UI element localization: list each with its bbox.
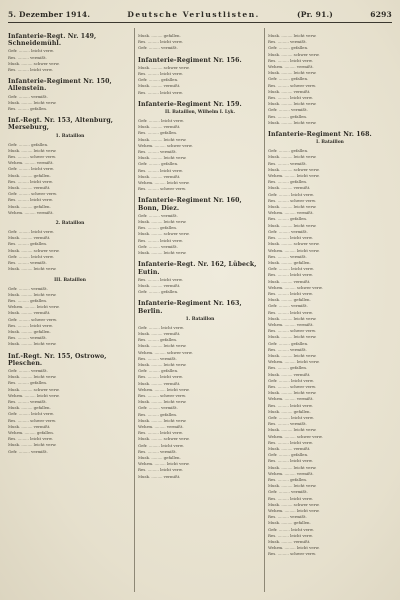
- casualty-entry: Musk. ......... vermißt.: [268, 446, 311, 451]
- regiment-section: [138, 197, 262, 256]
- casualty-entry: Res. ......... leicht verw.: [268, 235, 313, 241]
- casualty-entry: Res. ......... gefallen.: [268, 365, 308, 371]
- casualty-entry: Gefr. ......... gefallen.: [268, 45, 309, 51]
- casualty-entry: Res. ......... leicht verw.: [138, 237, 183, 243]
- casualty-entry: Musk. ......... leicht verw.: [138, 343, 187, 349]
- casualty-entry: Res. ......... leicht verw.: [268, 402, 313, 408]
- regiment-section: [8, 278, 132, 348]
- casualty-entry: Gefr. ......... vermißt.: [8, 285, 48, 291]
- casualty-entry: Musk. ......... schwer verw.: [268, 241, 320, 247]
- casualty-entry: Gefr. ......... leicht verw.: [8, 229, 54, 235]
- battalion-heading: 1. Bataillon: [55, 133, 85, 139]
- battalion-heading: 1. Bataillon: [185, 316, 215, 322]
- casualty-entry: Musk. ......... schwer verw.: [268, 51, 320, 57]
- casualty-entry: Gefr. ......... leicht verw.: [138, 324, 184, 330]
- casualty-entry: Res. ......... vermißt.: [138, 355, 177, 361]
- casualty-entry: Musk. ......... schwer verw.: [268, 166, 320, 172]
- battalion-heading: III. Bataillon: [54, 277, 86, 283]
- casualty-entry: Musk. ......... leicht verw.: [268, 154, 317, 160]
- casualty-entry: Gefr. ......... leicht verw.: [8, 411, 54, 417]
- casualty-entry: Wehrm. ......... leicht verw.: [8, 304, 60, 310]
- casualty-entry: Gefr. ......... leicht verw.: [138, 442, 184, 448]
- casualty-entry: Musk. ......... vermißt.: [8, 310, 51, 316]
- header-rule: [8, 22, 392, 23]
- regiment-section: [268, 131, 392, 558]
- casualty-entry: Res. ......... vermißt.: [8, 335, 47, 341]
- casualty-entry: Res. ......... schwer verw.: [268, 551, 316, 557]
- casualty-entry: Gefr. ......... leicht verw.: [268, 414, 314, 420]
- casualty-entry: Musk. ......... leicht verw.: [8, 99, 57, 105]
- casualty-entry: Musk. ......... leicht verw.: [8, 147, 57, 153]
- casualty-entry: Res. ......... gefallen.: [8, 380, 48, 386]
- casualty-entry: Musk. ......... leicht verw.: [268, 334, 317, 340]
- casualty-entry: Res. ......... vermißt.: [268, 421, 307, 427]
- casualty-entry: Musk. ......... schwer verw.: [8, 247, 60, 253]
- casualty-entry: Res. ......... schwer verw.: [268, 383, 316, 389]
- casualty-entry: Musk. ......... vermißt.: [8, 423, 51, 429]
- regiment-title: Infanterie-Regt. Nr. 162, Lübeck, Eutin.: [138, 261, 257, 276]
- casualty-entry: Res. ......... vermißt.: [8, 260, 47, 266]
- casualty-entry: Musk. ......... vermißt.: [138, 330, 181, 336]
- casualty-entry: Res. ......... schwer verw.: [268, 82, 316, 88]
- casualty-entry: Musk. ......... leicht verw.: [268, 315, 317, 321]
- casualty-entry: Musk. ......... gefallen.: [268, 259, 311, 265]
- casualty-entry: Musk. ......... leicht verw.: [138, 417, 187, 423]
- regiment-section: [268, 33, 392, 126]
- casualty-entry: Musk. ......... leicht verw.: [268, 464, 317, 470]
- casualty-entry: Musk. ......... vermißt.: [138, 83, 181, 89]
- casualty-entry: Wehrm. ......... leicht verw.: [268, 247, 320, 253]
- casualty-entry: Musk. ......... leicht verw.: [268, 222, 317, 228]
- casualty-entry: Res. ......... leicht verw.: [268, 495, 313, 501]
- battalion-heading: I. Bataillon: [316, 140, 344, 146]
- casualty-entry: Musk. ......... leicht verw.: [138, 136, 187, 142]
- column-divider: [134, 28, 135, 592]
- casualty-entry: Wehrm. ......... gefallen.: [8, 429, 54, 435]
- casualty-entry: Gefr. ......... vermißt.: [138, 212, 178, 218]
- casualty-entry: Res. ......... leicht verw.: [138, 467, 183, 473]
- casualty-entry: Musk. ......... gefallen.: [268, 408, 311, 414]
- casualty-entry: Musk. ......... vermißt.: [138, 380, 181, 386]
- regiment-title: Infanterie-Regiment Nr. 150, Allenstein.: [8, 78, 112, 93]
- casualty-entry: Musk. ......... leicht verw.: [8, 374, 57, 380]
- casualty-entry: Musk. ......... leicht verw.: [268, 70, 317, 76]
- casualty-entry: Res. ......... vermißt.: [268, 253, 307, 259]
- page-header: [8, 6, 392, 22]
- casualty-entry: Res. ......... leicht verw.: [268, 532, 313, 538]
- casualty-entry: Musk. ......... leicht verw.: [138, 399, 187, 405]
- header-page-number: 6293: [370, 9, 392, 19]
- casualty-entry: Gefr. ......... leicht verw.: [8, 253, 54, 259]
- casualty-entry: Gefr. ......... vermißt.: [268, 489, 308, 495]
- casualty-entry: Gefr. ......... schwer verw.: [8, 191, 57, 197]
- casualty-entry: Res. ......... leicht verw.: [8, 178, 53, 184]
- casualty-entry: Gefr. ......... leicht verw.: [8, 166, 54, 172]
- casualty-entry: Res. ......... leicht verw.: [268, 57, 313, 63]
- casualty-entry: Gefr. ......... vermißt.: [138, 45, 178, 51]
- casualty-entry: Res. ......... leicht verw.: [138, 430, 183, 436]
- casualty-entry: Res. ......... vermißt.: [8, 54, 47, 60]
- casualty-entry: Wehrm. ......... leicht verw.: [138, 386, 190, 392]
- casualty-entry: Musk. ......... leicht verw.: [268, 119, 317, 125]
- casualty-entry: Musk. ......... gefallen.: [138, 33, 181, 38]
- casualty-entry: Musk. ......... vermißt.: [268, 371, 311, 377]
- casualty-entry: Musk. ......... schwer verw.: [138, 64, 190, 70]
- casualty-entry: Res. ......... schwer verw.: [138, 392, 186, 398]
- casualty-entry: Res. ......... gefallen.: [268, 216, 308, 222]
- casualty-entry: Gefr. ......... vermißt.: [8, 367, 48, 373]
- casualty-entry: Musk. ......... leicht verw.: [8, 442, 57, 448]
- casualty-entry: Gefr. ......... leicht verw.: [138, 118, 184, 124]
- regiment-section: [138, 57, 262, 96]
- casualty-entry: Gefr. ......... leicht verw.: [268, 191, 314, 197]
- regiment-section: [8, 221, 132, 272]
- casualty-entry: Musk. ......... leicht verw.: [268, 352, 317, 358]
- battalion-heading: 2. Bataillon: [55, 221, 85, 227]
- casualty-entry: Res. ......... vermißt.: [268, 160, 307, 166]
- regiment-section: [8, 33, 132, 73]
- casualty-entry: Wehrm. ......... vermißt.: [8, 209, 54, 215]
- regiment-title: Inf.-Regt. Nr. 153, Altenburg, Merseburg,: [8, 117, 114, 132]
- casualty-entry: Res. ......... gefallen.: [268, 113, 308, 119]
- casualty-entry: Res. ......... gefallen.: [138, 411, 178, 417]
- casualty-entry: Gefr. ......... gefallen.: [268, 76, 309, 82]
- casualty-entry: Wehrm. ......... schwer verw.: [138, 142, 193, 148]
- casualty-entry: Musk. ......... leicht verw.: [268, 427, 317, 433]
- casualty-entry: Res. ......... schwer verw.: [268, 328, 316, 334]
- regiment-section: [8, 353, 132, 455]
- casualty-entry: Res. ......... vermißt.: [268, 346, 307, 352]
- casualty-entry: Musk. ......... schwer verw.: [138, 231, 190, 237]
- casualty-entry: Musk. ......... leicht verw.: [268, 483, 317, 489]
- casualty-entry: Gefr. ......... vermißt.: [268, 228, 308, 234]
- regiment-title: Infanterie-Regiment Nr. 159.: [138, 100, 242, 108]
- casualty-entry: Gefr. ......... gefallen.: [268, 340, 309, 346]
- casualty-entry: Musk. ......... gefallen.: [268, 297, 311, 303]
- casualty-entry: Musk. ......... leicht verw.: [268, 101, 317, 107]
- casualty-entry: Musk. ......... leicht verw.: [138, 250, 187, 256]
- casualty-entry: Musk. ......... schwer verw.: [8, 386, 60, 392]
- casualty-entry: Wehrm. ......... schwer verw.: [138, 349, 193, 355]
- casualty-entry: Res. ......... schwer verw.: [8, 154, 56, 160]
- casualty-entry: Wehrm. ......... leicht verw.: [138, 180, 190, 186]
- casualty-entry: Res. ......... leicht verw.: [8, 436, 53, 442]
- casualty-entry: Res. ......... leicht verw.: [138, 89, 183, 95]
- casualty-entry: Res. ......... gefallen.: [8, 297, 48, 303]
- casualty-entry: Wehrm. ......... vermißt.: [268, 321, 314, 327]
- casualty-entry: Musk. ......... leicht verw.: [268, 390, 317, 396]
- casualty-entry: Musk. ......... leicht verw.: [268, 33, 317, 38]
- casualty-entry: Gefr. ......... gefallen.: [268, 148, 309, 154]
- casualty-entry: Musk. ......... vermißt.: [268, 278, 311, 284]
- casualty-entry: Musk. ......... vermißt.: [268, 88, 311, 94]
- casualty-entry: Res. ......... schwer verw.: [268, 197, 316, 203]
- casualty-entry: Gefr. ......... leicht verw.: [268, 266, 314, 272]
- casualty-entry: Musk. ......... gefallen.: [138, 454, 181, 460]
- casualty-entry: Musk. ......... leicht verw.: [268, 204, 317, 210]
- casualty-entry: Res. ......... leicht verw.: [138, 71, 183, 77]
- casualty-entry: Musk. ......... gefallen.: [8, 405, 51, 411]
- casualty-entry: Musk. ......... leicht verw.: [138, 361, 187, 367]
- casualty-entry: Res. ......... leicht verw.: [8, 322, 53, 328]
- casualty-entry: Wehrm. ......... leicht verw.: [268, 545, 320, 551]
- casualty-entry: Res. ......... schwer verw.: [8, 417, 56, 423]
- casualty-entry: Musk. ......... vermißt.: [268, 539, 311, 545]
- casualty-entry: Musk. ......... vermißt.: [8, 235, 51, 241]
- casualty-entry: Musk. ......... vermißt.: [138, 173, 181, 179]
- casualty-entry: Res. ......... leicht verw.: [8, 197, 53, 203]
- casualty-entry: Wehrm. ......... leicht verw.: [8, 392, 60, 398]
- casualty-entry: Musk. ......... leicht verw.: [138, 155, 187, 161]
- column-2: [138, 28, 262, 592]
- regiment-title: Infanterie-Regt. Nr. 149, Schneidemühl.: [8, 33, 97, 48]
- regiment-section: [138, 300, 262, 479]
- casualty-entry: Res. ......... leicht verw.: [268, 272, 313, 278]
- casualty-entry: Gefr. ......... gefallen.: [138, 161, 179, 167]
- header-date: 5. Dezember 1914.: [8, 9, 91, 19]
- regiment-section: [8, 117, 132, 216]
- casualty-entry: Gefr. ......... gefallen.: [138, 289, 179, 295]
- casualty-entry: Res. ......... vermißt.: [268, 514, 307, 520]
- regiment-section: [8, 78, 132, 112]
- casualty-entry: Musk. ......... vermißt.: [268, 185, 311, 191]
- casualty-entry: Res. ......... leicht verw.: [268, 309, 313, 315]
- casualty-entry: Gefr. ......... schwer verw.: [8, 316, 57, 322]
- casualty-entry: Gefr. ......... gefallen.: [138, 77, 179, 83]
- casualty-entry: Gefr. ......... gefallen.: [268, 452, 309, 458]
- casualty-entry: Musk. ......... schwer verw.: [268, 501, 320, 507]
- header-title: Deutsche Verlustlisten.: [127, 9, 260, 19]
- casualty-entry: Musk. ......... vermißt.: [138, 282, 181, 288]
- casualty-entry: Musk. ......... schwer verw.: [8, 60, 60, 66]
- casualty-entry: Musk. ......... gefallen.: [8, 172, 51, 178]
- casualty-entry: Wehrm. ......... vermißt.: [138, 423, 184, 429]
- casualty-entry: Gefr. ......... vermißt.: [268, 303, 308, 309]
- casualty-entry: Gefr. ......... gefallen.: [8, 141, 49, 147]
- casualty-entry: Musk. ......... schwer verw.: [138, 436, 190, 442]
- casualty-entry: Res. ......... leicht verw.: [138, 167, 183, 173]
- casualty-entry: Musk. ......... leicht verw.: [8, 341, 57, 347]
- casualty-entry: Res. ......... gefallen.: [138, 225, 178, 231]
- casualty-entry: Res. ......... leicht verw.: [268, 290, 313, 296]
- casualty-entry: Wehrm. ......... leicht verw.: [268, 359, 320, 365]
- casualty-entry: Res. ......... gefallen.: [8, 106, 48, 112]
- casualty-entry: Wehrm. ......... vermißt.: [268, 64, 314, 70]
- casualty-entry: Musk. ......... leicht verw.: [8, 291, 57, 297]
- casualty-entry: Res. ......... leicht verw.: [8, 67, 53, 73]
- casualty-entry: Res. ......... gefallen.: [268, 477, 308, 483]
- casualty-entry: Res. ......... leicht verw.: [138, 374, 183, 380]
- casualty-entry: Res. ......... vermißt.: [268, 39, 307, 45]
- casualty-entry: Musk. ......... vermißt.: [138, 473, 181, 479]
- casualty-entry: Wehrm. ......... schwer verw.: [268, 433, 323, 439]
- casualty-entry: Wehrm. ......... vermißt.: [268, 396, 314, 402]
- casualty-entry: Wehrm. ......... vermißt.: [268, 470, 314, 476]
- casualty-entry: Wehrm. ......... vermißt.: [8, 160, 54, 166]
- casualty-entry: Res. ......... vermißt.: [138, 149, 177, 155]
- header-issue: (Pr. 91.): [296, 9, 334, 19]
- column-divider: [264, 28, 265, 592]
- casualty-entry: Wehrm. ......... leicht verw.: [268, 173, 320, 179]
- casualty-entry: Gefr. ......... vermißt.: [8, 448, 48, 454]
- casualty-entry: Gefr. ......... vermißt.: [8, 93, 48, 99]
- casualty-entry: Gefr. ......... vermißt.: [268, 107, 308, 113]
- regiment-title: Inf.-Regt. Nr. 155, Ostrowo, Pleschen.: [8, 352, 107, 367]
- casualty-entry: Res. ......... vermißt.: [138, 448, 177, 454]
- column-1: [8, 28, 132, 592]
- casualty-entry: Res. ......... leicht verw.: [268, 439, 313, 445]
- casualty-entry: Wehrm. ......... leicht verw.: [268, 508, 320, 514]
- regiment-title: Infanterie-Regiment Nr. 163, Berlin.: [138, 300, 242, 315]
- casualty-entry: Res. ......... leicht verw.: [138, 39, 183, 45]
- regiment-title: Infanterie-Regiment Nr. 156.: [138, 56, 242, 64]
- casualty-entry: Gefr. ......... vermißt.: [138, 405, 178, 411]
- casualty-entry: Res. ......... gefallen.: [268, 179, 308, 185]
- casualty-entry: Gefr. ......... leicht verw.: [268, 377, 314, 383]
- casualty-entry: Wehrm. ......... leicht verw.: [138, 461, 190, 467]
- regiment-section: [138, 33, 262, 52]
- regiment-section: [138, 261, 262, 295]
- casualty-entry: Musk. ......... vermißt.: [138, 124, 181, 130]
- casualty-entry: Musk. ......... leicht verw.: [138, 219, 187, 225]
- casualty-entry: Res. ......... gefallen.: [138, 130, 178, 136]
- casualty-entry: Musk. ......... gefallen.: [8, 328, 51, 334]
- regiment-section: [138, 101, 262, 193]
- casualty-entry: Gefr. ......... leicht verw.: [8, 48, 54, 54]
- casualty-entry: Res. ......... schwer verw.: [138, 186, 186, 192]
- casualty-entry: Musk. ......... leicht verw.: [8, 266, 57, 272]
- casualty-entry: Musk. ......... gefallen.: [8, 203, 51, 209]
- casualty-entry: Res. ......... leicht verw.: [268, 458, 313, 464]
- casualty-entry: Res. ......... vermißt.: [8, 398, 47, 404]
- casualty-entry: Musk. ......... vermißt.: [8, 185, 51, 191]
- casualty-entry: Gefr. ......... vermißt.: [138, 243, 178, 249]
- casualty-entry: Res. ......... leicht verw.: [138, 276, 183, 282]
- casualty-entry: Wehrm. ......... schwer verw.: [268, 284, 323, 290]
- casualty-entry: Res. ......... leicht verw.: [268, 95, 313, 101]
- column-3: [268, 28, 392, 592]
- casualty-entry: Gefr. ......... gefallen.: [138, 368, 179, 374]
- casualty-entry: Wehrm. ......... vermißt.: [268, 210, 314, 216]
- casualty-entry: Res. ......... gefallen.: [138, 337, 178, 343]
- casualty-entry: Res. ......... gefallen.: [8, 241, 48, 247]
- regiment-title: Infanterie-Regiment Nr. 168.: [268, 131, 372, 139]
- casualty-entry: Musk. ......... gefallen.: [268, 520, 311, 526]
- casualty-entry: Gefr. ......... leicht verw.: [268, 526, 314, 532]
- battalion-heading: II. Bataillon, Wilhelm I. Lyk.: [165, 110, 235, 116]
- regiment-title: Infanterie-Regiment Nr. 160, Bonn, Diez.: [138, 197, 242, 212]
